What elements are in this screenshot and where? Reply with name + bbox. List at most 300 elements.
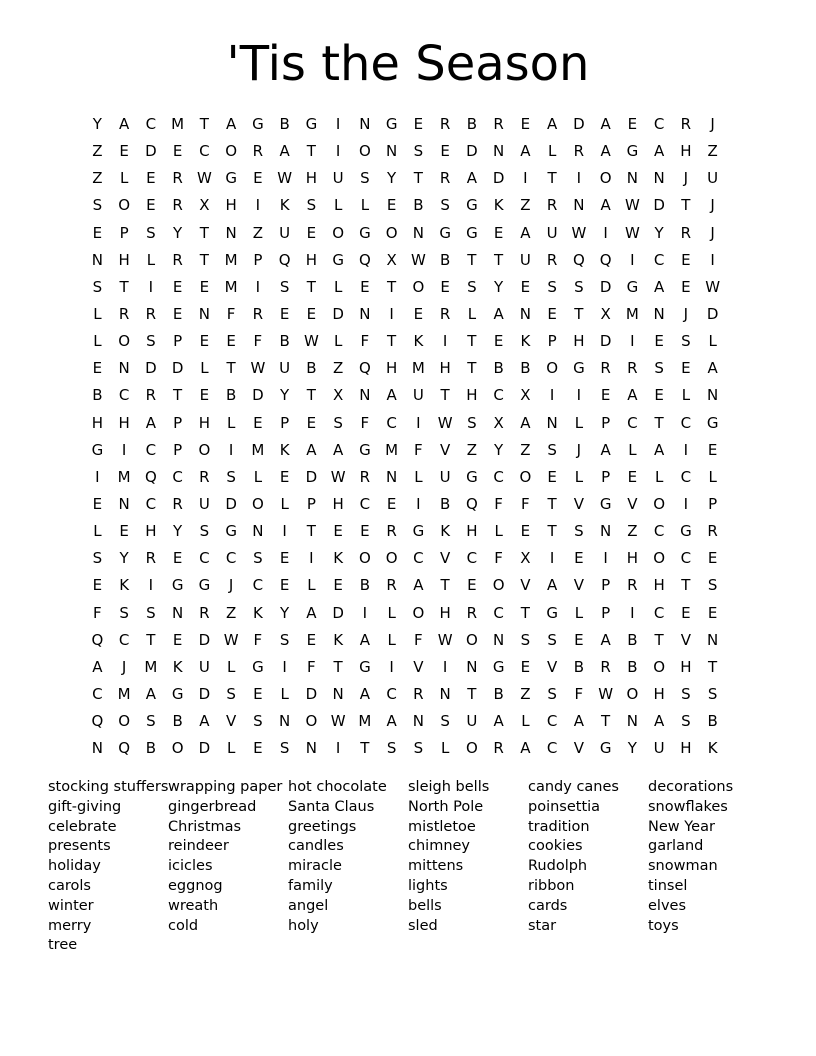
grid-letter: J: [228, 576, 234, 595]
grid-letter: N: [573, 196, 585, 215]
grid-letter: U: [546, 223, 558, 242]
grid-letter: U: [519, 250, 531, 269]
grid-letter: G: [252, 657, 264, 676]
grid-letter: R: [439, 305, 451, 324]
grid-letter: S: [520, 630, 531, 649]
grid-letter: G: [626, 277, 639, 296]
grid-letter: W: [598, 685, 614, 704]
grid-letter: Z: [520, 685, 531, 704]
grid-letter: P: [601, 576, 611, 595]
grid-letter: J: [710, 196, 715, 215]
grid-letter: T: [520, 603, 530, 622]
grid-letter: C: [199, 549, 210, 568]
grid-letter: F: [414, 440, 423, 459]
grid-letter: L: [574, 603, 584, 622]
grid-letter: T: [360, 739, 370, 758]
grid-letter: R: [680, 115, 692, 134]
grid-letter: I: [282, 522, 287, 541]
grid-letter: H: [573, 332, 585, 351]
grid-letter: B: [92, 386, 103, 405]
grid-letter: I: [576, 386, 582, 405]
grid-letter: B: [279, 332, 290, 351]
grid-letter: A: [546, 115, 558, 134]
grid-letter: K: [172, 657, 183, 676]
grid-letter: R: [493, 739, 504, 758]
grid-letter: L: [387, 630, 396, 649]
grid-letter: L: [708, 332, 717, 351]
grid-letter: R: [600, 657, 611, 676]
grid-letter: R: [466, 603, 478, 622]
grid-letter: F: [414, 630, 423, 649]
word-item: bells: [408, 897, 442, 914]
grid-letter: R: [252, 305, 264, 324]
grid-letter: T: [681, 196, 691, 215]
grid-letter: Z: [520, 440, 531, 459]
grid-letter: R: [252, 142, 264, 161]
grid-row: [84, 681, 726, 708]
grid-letter: E: [627, 467, 638, 486]
grid-letter: S: [547, 277, 557, 296]
grid-letter: E: [279, 467, 290, 486]
grid-letter: T: [467, 250, 477, 269]
grid-letter: D: [198, 739, 211, 758]
grid-letter: F: [494, 495, 503, 514]
grid-letter: Y: [627, 739, 637, 758]
grid-letter: B: [493, 359, 504, 378]
grid-letter: L: [119, 169, 129, 188]
grid-letter: C: [653, 603, 665, 622]
grid-letter: N: [626, 712, 638, 731]
grid-letter: E: [493, 332, 504, 351]
grid-letter: D: [252, 386, 264, 405]
grid-letter: N: [707, 630, 719, 649]
grid-letter: E: [440, 142, 450, 161]
grid-letter: G: [385, 115, 398, 134]
grid-letter: Q: [91, 712, 104, 731]
grid-letter: I: [416, 495, 421, 514]
grid-letter: R: [386, 576, 397, 595]
grid-letter: A: [225, 115, 237, 134]
grid-letter: T: [306, 522, 316, 541]
grid-letter: I: [335, 142, 341, 161]
grid-letter: K: [493, 196, 504, 215]
grid-letter: W: [624, 196, 640, 215]
grid-letter: H: [466, 522, 478, 541]
grid-letter: S: [92, 277, 103, 296]
grid-letter: H: [332, 495, 344, 514]
grid-letter: N: [225, 223, 237, 242]
grid-letter: H: [439, 603, 451, 622]
grid-letter: A: [413, 576, 424, 595]
grid-letter: D: [599, 277, 612, 296]
word-item: tree: [48, 937, 78, 954]
grid-letter: G: [359, 440, 371, 459]
grid-letter: U: [279, 223, 291, 242]
grid-letter: S: [681, 332, 691, 351]
grid-letter: R: [172, 495, 183, 514]
grid-row: [84, 355, 726, 382]
grid-letter: P: [173, 332, 183, 351]
grid-letter: O: [358, 142, 371, 161]
grid-letter: G: [171, 576, 184, 595]
grid-letter: L: [681, 386, 691, 405]
grid-letter: O: [546, 359, 559, 378]
word-item: North Pole: [408, 798, 484, 815]
grid-letter: S: [547, 440, 557, 459]
word-column: [408, 778, 528, 956]
grid-letter: S: [467, 277, 477, 296]
grid-row: [84, 600, 726, 627]
grid-letter: E: [520, 277, 531, 296]
grid-letter: P: [601, 603, 611, 622]
grid-row: [84, 247, 726, 274]
word-item: presents: [48, 838, 111, 855]
grid-letter: H: [91, 413, 104, 432]
grid-letter: W: [410, 250, 426, 269]
grid-letter: O: [626, 685, 639, 704]
grid-letter: A: [600, 196, 611, 215]
grid-letter: B: [439, 495, 451, 514]
grid-letter: P: [253, 250, 263, 269]
grid-letter: R: [546, 250, 558, 269]
grid-letter: E: [253, 685, 263, 704]
grid-letter: U: [707, 169, 719, 188]
grid-letter: R: [199, 603, 210, 622]
grid-letter: E: [92, 576, 103, 595]
grid-letter: B: [439, 250, 451, 269]
grid-letter: C: [466, 549, 478, 568]
page-title: 'Tis the Season: [226, 36, 590, 92]
grid-letter: A: [653, 277, 665, 296]
grid-letter: S: [440, 196, 450, 215]
grid-letter: C: [680, 549, 692, 568]
grid-letter: R: [386, 522, 397, 541]
grid-letter: W: [303, 332, 319, 351]
grid-letter: O: [653, 549, 666, 568]
grid-letter: W: [277, 169, 293, 188]
grid-letter: H: [305, 250, 318, 269]
grid-letter: G: [466, 467, 478, 486]
grid-letter: S: [279, 277, 290, 296]
grid-letter: B: [225, 386, 237, 405]
grid-row: [84, 274, 726, 301]
grid-letter: U: [198, 657, 210, 676]
grid-letter: S: [146, 332, 156, 351]
grid-letter: Y: [280, 603, 290, 622]
grid-letter: T: [146, 630, 156, 649]
word-item: snowflakes: [648, 798, 728, 815]
grid-letter: W: [705, 277, 721, 296]
grid-letter: D: [198, 630, 211, 649]
grid-letter: E: [306, 413, 317, 432]
grid-letter: T: [199, 223, 209, 242]
grid-letter: V: [627, 495, 638, 514]
grid-letter: A: [359, 630, 370, 649]
grid-letter: D: [332, 603, 344, 622]
word-item: mistletoe: [408, 818, 476, 835]
word-item: cards: [528, 897, 568, 914]
grid-letter: I: [282, 657, 287, 676]
grid-letter: T: [199, 250, 209, 269]
grid-letter: U: [198, 495, 210, 514]
grid-letter: N: [439, 685, 451, 704]
grid-letter: E: [333, 522, 343, 541]
grid-letter: H: [145, 522, 157, 541]
grid-letter: I: [389, 305, 394, 324]
grid-letter: I: [710, 250, 715, 269]
grid-letter: D: [171, 359, 184, 378]
grid-letter: Y: [173, 522, 183, 541]
grid-letter: A: [145, 413, 156, 432]
grid-letter: C: [493, 386, 504, 405]
grid-letter: E: [119, 522, 129, 541]
grid-letter: A: [332, 440, 344, 459]
grid-letter: J: [683, 305, 689, 324]
grid-letter: P: [119, 223, 129, 242]
grid-letter: O: [358, 549, 371, 568]
grid-letter: I: [416, 413, 421, 432]
grid-letter: O: [599, 169, 612, 188]
grid-letter: T: [467, 332, 477, 351]
grid-letter: Z: [332, 359, 344, 378]
word-item: cold: [168, 917, 199, 934]
grid-letter: B: [520, 359, 531, 378]
word-item: mittens: [408, 858, 464, 875]
grid-letter: C: [386, 685, 397, 704]
grid-letter: O: [171, 739, 184, 758]
grid-letter: G: [466, 196, 478, 215]
grid-letter: Z: [627, 522, 638, 541]
grid-letter: I: [683, 440, 689, 459]
grid-letter: I: [148, 576, 154, 595]
grid-letter: O: [653, 657, 666, 676]
grid-letter: I: [148, 277, 154, 296]
grid-letter: C: [359, 495, 371, 514]
grid-letter: C: [118, 630, 130, 649]
grid-letter: N: [91, 739, 103, 758]
grid-letter: A: [600, 630, 611, 649]
grid-letter: S: [547, 630, 557, 649]
grid-letter: B: [493, 685, 504, 704]
grid-letter: L: [654, 467, 664, 486]
grid-letter: L: [226, 739, 236, 758]
grid-letter: N: [359, 386, 371, 405]
grid-letter: G: [305, 115, 318, 134]
grid-letter: E: [707, 440, 718, 459]
grid-letter: L: [280, 685, 289, 704]
grid-letter: N: [279, 712, 291, 731]
grid-letter: G: [599, 495, 612, 514]
grid-letter: T: [199, 115, 209, 134]
grid-letter: Z: [92, 169, 103, 188]
grid-letter: R: [172, 250, 183, 269]
grid-letter: C: [653, 522, 665, 541]
grid-letter: K: [333, 549, 344, 568]
grid-letter: O: [118, 332, 131, 351]
word-item: garland: [648, 838, 704, 855]
grid-letter: E: [413, 305, 424, 324]
grid-letter: P: [173, 440, 183, 459]
grid-row: [84, 437, 726, 464]
grid-letter: E: [360, 522, 370, 541]
grid-letter: L: [226, 413, 236, 432]
grid-letter: E: [681, 603, 691, 622]
grid-letter: T: [306, 386, 316, 405]
grid-letter: A: [279, 142, 290, 161]
grid-letter: E: [707, 549, 718, 568]
grid-letter: F: [574, 685, 584, 704]
word-search-grid: [84, 111, 726, 762]
grid-letter: R: [172, 169, 183, 188]
grid-letter: K: [440, 522, 451, 541]
grid-letter: H: [680, 657, 692, 676]
grid-letter: A: [386, 712, 397, 731]
grid-letter: L: [414, 467, 423, 486]
word-item: merry: [48, 917, 92, 934]
grid-letter: Z: [520, 196, 531, 215]
grid-letter: Y: [494, 440, 504, 459]
grid-letter: X: [199, 196, 210, 215]
grid-letter: M: [117, 685, 131, 704]
grid-letter: E: [520, 115, 531, 134]
grid-letter: Y: [494, 277, 504, 296]
grid-letter: B: [279, 115, 290, 134]
grid-letter: M: [224, 277, 238, 296]
grid-letter: C: [252, 576, 264, 595]
grid-letter: S: [440, 712, 450, 731]
grid-letter: E: [520, 522, 531, 541]
grid-letter: C: [199, 142, 210, 161]
grid-letter: S: [92, 549, 103, 568]
word-item: tinsel: [648, 877, 688, 894]
grid-letter: T: [226, 359, 236, 378]
grid-letter: M: [144, 657, 158, 676]
grid-letter: V: [573, 576, 584, 595]
grid-letter: S: [333, 413, 343, 432]
grid-letter: E: [253, 413, 263, 432]
word-item: holiday: [48, 858, 101, 875]
grid-row: [84, 138, 726, 165]
grid-letter: C: [225, 549, 237, 568]
grid-letter: O: [118, 196, 131, 215]
grid-letter: W: [624, 223, 640, 242]
grid-letter: M: [171, 115, 185, 134]
word-item: holy: [288, 917, 319, 934]
grid-letter: E: [146, 169, 156, 188]
grid-letter: S: [547, 685, 557, 704]
grid-letter: T: [173, 386, 183, 405]
grid-letter: C: [172, 467, 183, 486]
grid-letter: K: [119, 576, 130, 595]
grid-letter: J: [710, 115, 715, 134]
grid-letter: P: [708, 495, 718, 514]
grid-letter: O: [251, 495, 264, 514]
grid-letter: E: [681, 359, 691, 378]
grid-letter: E: [92, 495, 103, 514]
grid-letter: T: [494, 250, 504, 269]
grid-letter: F: [226, 305, 236, 324]
grid-letter: G: [680, 522, 692, 541]
grid-letter: A: [520, 739, 531, 758]
grid-letter: L: [333, 332, 343, 351]
grid-letter: O: [519, 467, 532, 486]
grid-letter: X: [520, 386, 531, 405]
grid-letter: I: [389, 657, 394, 676]
word-item: family: [288, 877, 333, 894]
grid-letter: U: [439, 467, 451, 486]
grid-letter: V: [439, 549, 451, 568]
grid-letter: E: [654, 332, 664, 351]
grid-letter: S: [146, 223, 156, 242]
grid-letter: H: [118, 413, 130, 432]
grid-letter: A: [653, 440, 665, 459]
grid-letter: A: [118, 115, 130, 134]
grid-letter: Z: [225, 603, 237, 622]
grid-letter: C: [145, 115, 157, 134]
grid-letter: S: [681, 685, 691, 704]
grid-letter: X: [332, 386, 344, 405]
grid-letter: H: [653, 576, 665, 595]
grid-letter: I: [523, 169, 528, 188]
grid-letter: J: [710, 223, 715, 242]
grid-letter: T: [440, 386, 450, 405]
word-item: tradition: [528, 818, 590, 835]
grid-letter: H: [385, 359, 398, 378]
grid-letter: A: [306, 440, 317, 459]
word-item: angel: [288, 897, 329, 914]
grid-letter: N: [91, 250, 103, 269]
grid-letter: S: [574, 277, 584, 296]
grid-letter: H: [680, 142, 692, 161]
grid-letter: A: [546, 576, 558, 595]
grid-letter: O: [305, 712, 318, 731]
grid-letter: A: [466, 169, 477, 188]
grid-letter: N: [466, 657, 478, 676]
word-column: [288, 778, 408, 956]
grid-letter: F: [253, 630, 263, 649]
grid-letter: N: [493, 142, 505, 161]
grid-letter: S: [707, 576, 718, 595]
grid-letter: E: [600, 386, 611, 405]
grid-row: [84, 654, 726, 681]
grid-letter: F: [93, 603, 102, 622]
grid-row: [84, 735, 726, 762]
grid-letter: O: [492, 576, 505, 595]
grid-letter: L: [200, 359, 209, 378]
grid-letter: U: [332, 169, 344, 188]
grid-letter: N: [653, 169, 665, 188]
grid-letter: E: [547, 305, 557, 324]
word-item: wreath: [168, 897, 219, 914]
word-item: Santa Claus: [288, 798, 375, 815]
grid-letter: E: [253, 739, 263, 758]
word-item: sleigh bells: [408, 779, 490, 795]
grid-letter: S: [119, 603, 129, 622]
grid-letter: N: [198, 305, 210, 324]
grid-letter: W: [437, 630, 453, 649]
grid-letter: E: [574, 549, 584, 568]
grid-letter: T: [413, 169, 423, 188]
word-item: lights: [408, 877, 448, 894]
grid-letter: I: [121, 440, 127, 459]
grid-letter: E: [654, 386, 664, 405]
grid-letter: S: [707, 685, 718, 704]
grid-letter: R: [145, 549, 157, 568]
word-item: winter: [48, 897, 94, 914]
grid-letter: U: [412, 386, 424, 405]
grid-letter: L: [387, 603, 396, 622]
grid-letter: D: [573, 115, 585, 134]
